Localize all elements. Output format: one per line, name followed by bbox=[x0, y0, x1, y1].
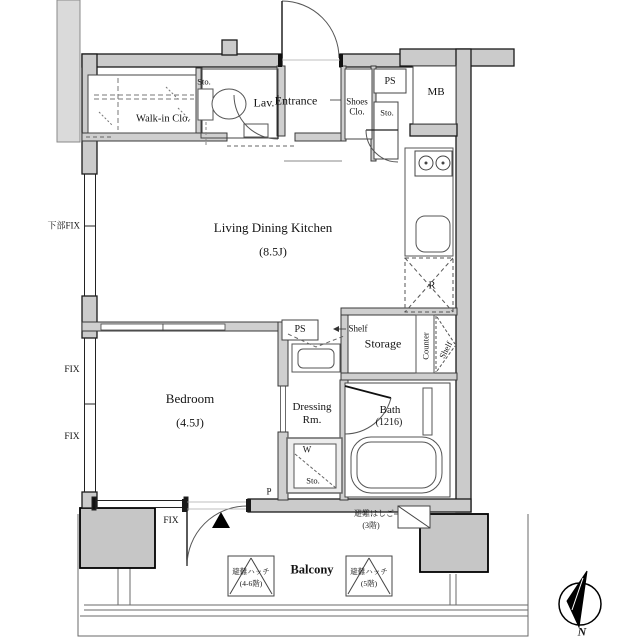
ldk-label: Living Dining Kitchen bbox=[213, 220, 333, 236]
refrigerator-label: R bbox=[428, 280, 436, 292]
shelf-side-label: Shelf bbox=[436, 339, 455, 361]
fix-lower-label: FIX bbox=[64, 432, 80, 443]
bath-size-label: (1216) bbox=[375, 416, 403, 428]
sto-washer-label: Sto. bbox=[306, 475, 320, 486]
porch-label: P bbox=[266, 486, 272, 497]
dressing-label-2: Rm. bbox=[302, 414, 322, 427]
fix-upper-label: FIX bbox=[64, 365, 80, 376]
storage-label: Storage bbox=[364, 336, 402, 351]
sto-lav-label: Sto. bbox=[197, 76, 211, 87]
lav-cabinet bbox=[244, 124, 268, 137]
room-outlines bbox=[88, 66, 456, 497]
neighbor-wall bbox=[57, 0, 80, 142]
shoes-closet-label-2: Clo. bbox=[349, 106, 365, 117]
sto-hall-label: Sto. bbox=[380, 107, 394, 118]
bath-label: Bath bbox=[379, 404, 401, 417]
compass bbox=[559, 571, 601, 627]
balcony-label: Balcony bbox=[290, 562, 334, 577]
evac-hatch-a-label-1: 避難ハッチ bbox=[232, 567, 270, 577]
evac-ladder-label-1: 避難はしご bbox=[354, 508, 394, 518]
counter-label: Counter bbox=[420, 332, 431, 360]
ps-mid-label: PS bbox=[294, 323, 306, 335]
stove bbox=[415, 151, 452, 176]
bedroom-label: Bedroom bbox=[165, 391, 215, 407]
washer-label: W bbox=[302, 444, 312, 455]
windows-glazing bbox=[84, 174, 188, 510]
evac-hatch-a-label-2: (4-6階) bbox=[239, 579, 263, 589]
bedroom-sliding-panel bbox=[163, 324, 225, 330]
kitchen-counter bbox=[405, 148, 453, 256]
kitchen-sink bbox=[416, 216, 450, 252]
north-label: N bbox=[577, 624, 587, 639]
mb-label: MB bbox=[427, 86, 445, 99]
shelf-mid-label: Shelf bbox=[348, 323, 368, 334]
walk-in-closet-label: Walk-in Clo. bbox=[136, 113, 190, 125]
balcony-pillar-left bbox=[80, 508, 155, 568]
evac-hatch-b-label-1: 避難ハッチ bbox=[350, 567, 388, 577]
ldk-size-label: (8.5J) bbox=[259, 244, 287, 259]
vanity-basin bbox=[292, 344, 340, 372]
direction-triangle bbox=[212, 512, 230, 528]
lavatory-label: Lav. bbox=[253, 95, 275, 110]
fix-balcony-label: FIX bbox=[163, 516, 179, 527]
entrance-label: Entrance bbox=[274, 93, 318, 108]
bedroom-sliding-panel bbox=[101, 324, 163, 330]
front-door-swing bbox=[282, 1, 339, 58]
shoes-closet-label-1: Shoes bbox=[346, 96, 368, 107]
ps-top-label: PS bbox=[384, 75, 396, 87]
evac-ladder-label-2: (3階) bbox=[362, 520, 380, 530]
bath-ledge bbox=[423, 388, 432, 435]
evac-hatch-b-label-2: (5階) bbox=[360, 579, 378, 589]
dressing-label-1: Dressing bbox=[292, 401, 332, 414]
bedroom-size-label: (4.5J) bbox=[176, 415, 204, 430]
lower-fix-label: 下部FIX bbox=[47, 220, 80, 231]
